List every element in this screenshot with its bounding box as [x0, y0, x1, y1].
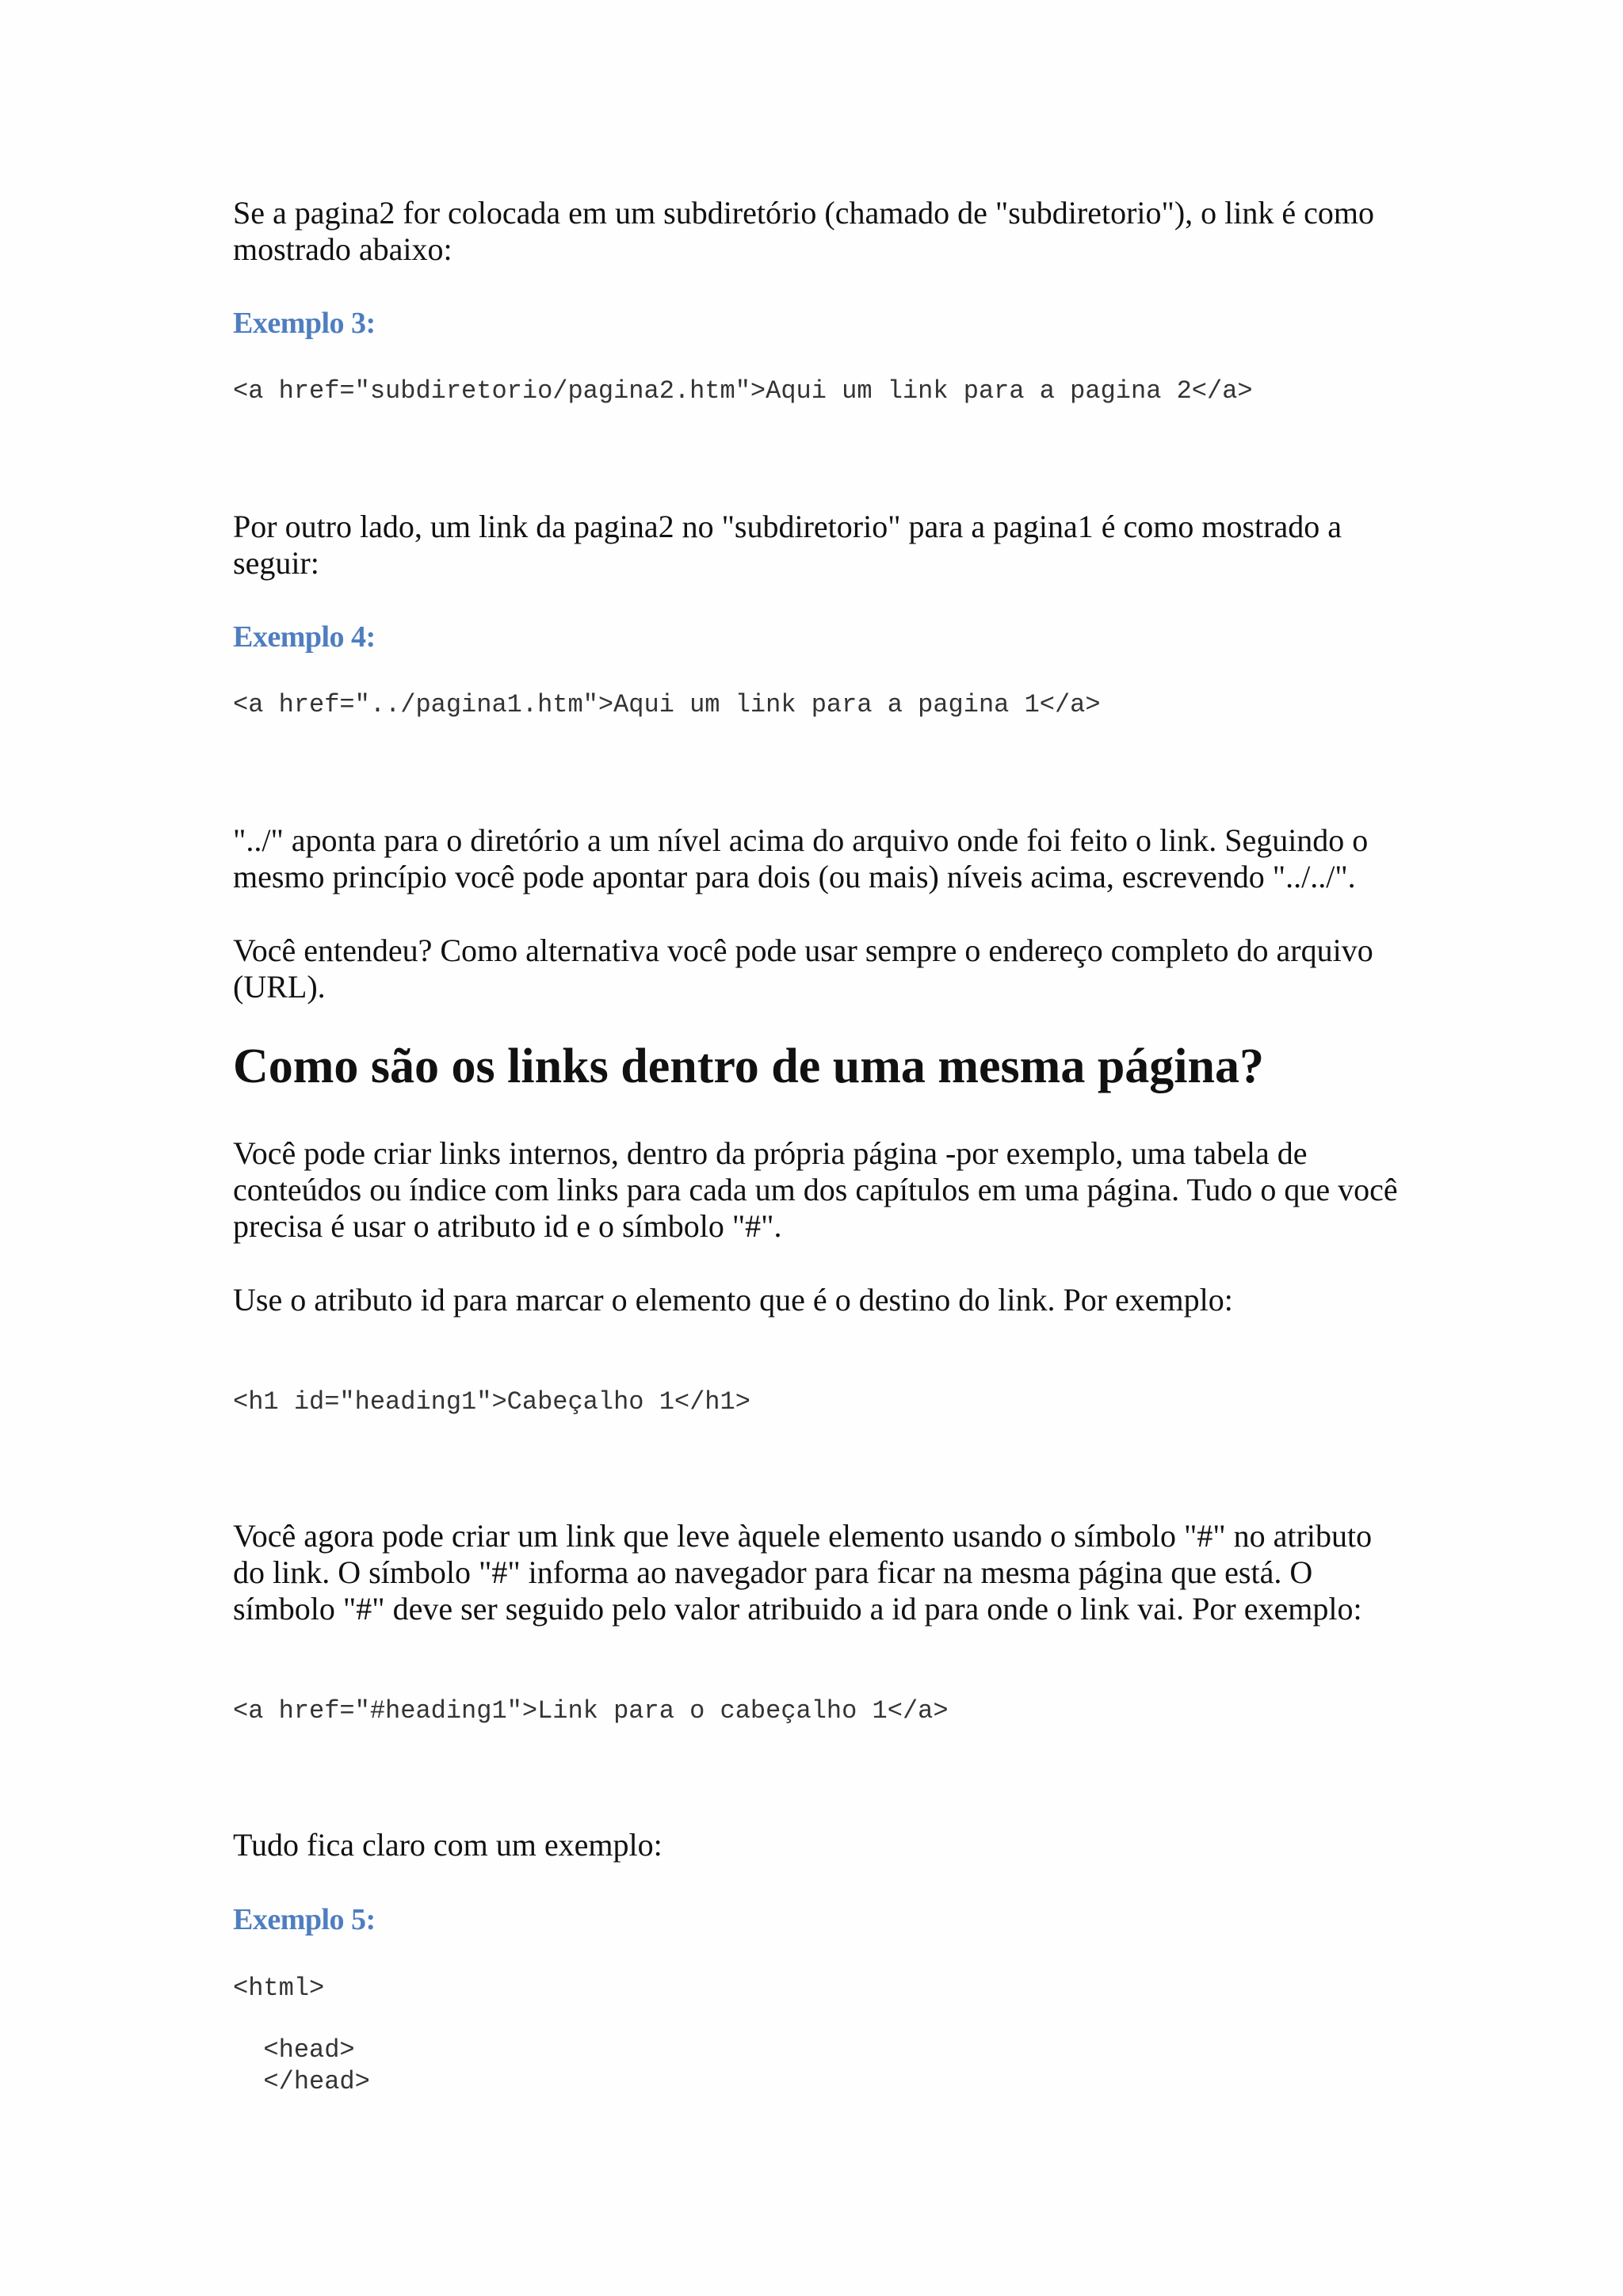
- example-4-label: Exemplo 4:: [233, 620, 376, 654]
- code-heading-id: <h1 id="heading1">Cabeçalho 1</h1>: [233, 1387, 750, 1417]
- paragraph-full-url: Você entendeu? Como alternativa você pode usar sempre o endereço completo do arquivo (URL).: [233, 933, 1373, 1005]
- paragraph-subdirectory-intro: Se a pagina2 for colocada em um subdiretório (chamado de "subdiretorio"), o link é como mostrado abaixo:: [233, 195, 1374, 267]
- code-example-5-head-close: </head>: [233, 2067, 370, 2096]
- paragraph-example-intro: Tudo fica claro com um exemplo:: [233, 1827, 663, 1863]
- paragraph-parent-link: Por outro lado, um link da pagina2 no "subdiretorio" para a pagina1 é como mostrado a seguir:: [233, 509, 1342, 581]
- paragraph-hash-link: Você agora pode criar um link que leve àquele elemento usando o símbolo "#" no atributo do link. O símbolo "#" informa ao navegador para ficar na mesma página que está. O símbolo "#" deve ser seguido pelo valor atribuido a id para onde o link vai. Por exemplo:: [233, 1518, 1373, 1627]
- example-3-label: Exemplo 3:: [233, 307, 376, 340]
- code-example-5-head-open: <head>: [233, 2035, 355, 2065]
- section-heading: Como são os links dentro de uma mesma página?: [233, 1039, 1265, 1093]
- paragraph-parent-directory: "../" aponta para o diretório a um nível acima do arquivo onde foi feito o link. Seguindo o mesmo princípio você pode apontar para dois (ou mais) níveis acima, escrevendo "../../".: [233, 822, 1369, 894]
- code-example-4: <a href="../pagina1.htm">Aqui um link para a pagina 1</a>: [233, 690, 1101, 719]
- example-5-label: Exemplo 5:: [233, 1903, 376, 1936]
- code-hash-link: <a href="#heading1">Link para o cabeçalho 1</a>: [233, 1696, 949, 1726]
- code-example-5-html-open: <html>: [233, 1974, 325, 2003]
- code-example-3: <a href="subdiretorio/pagina2.htm">Aqui um link para a pagina 2</a>: [233, 376, 1253, 406]
- paragraph-internal-links: Você pode criar links internos, dentro da própria página -por exemplo, uma tabela de conteúdos ou índice com links para cada um dos capítulos em uma página. Tudo o que você precisa é usar o atributo id e o símbolo "#".: [233, 1135, 1398, 1244]
- paragraph-id-attribute: Use o atributo id para marcar o elemento que é o destino do link. Por exemplo:: [233, 1282, 1233, 1318]
